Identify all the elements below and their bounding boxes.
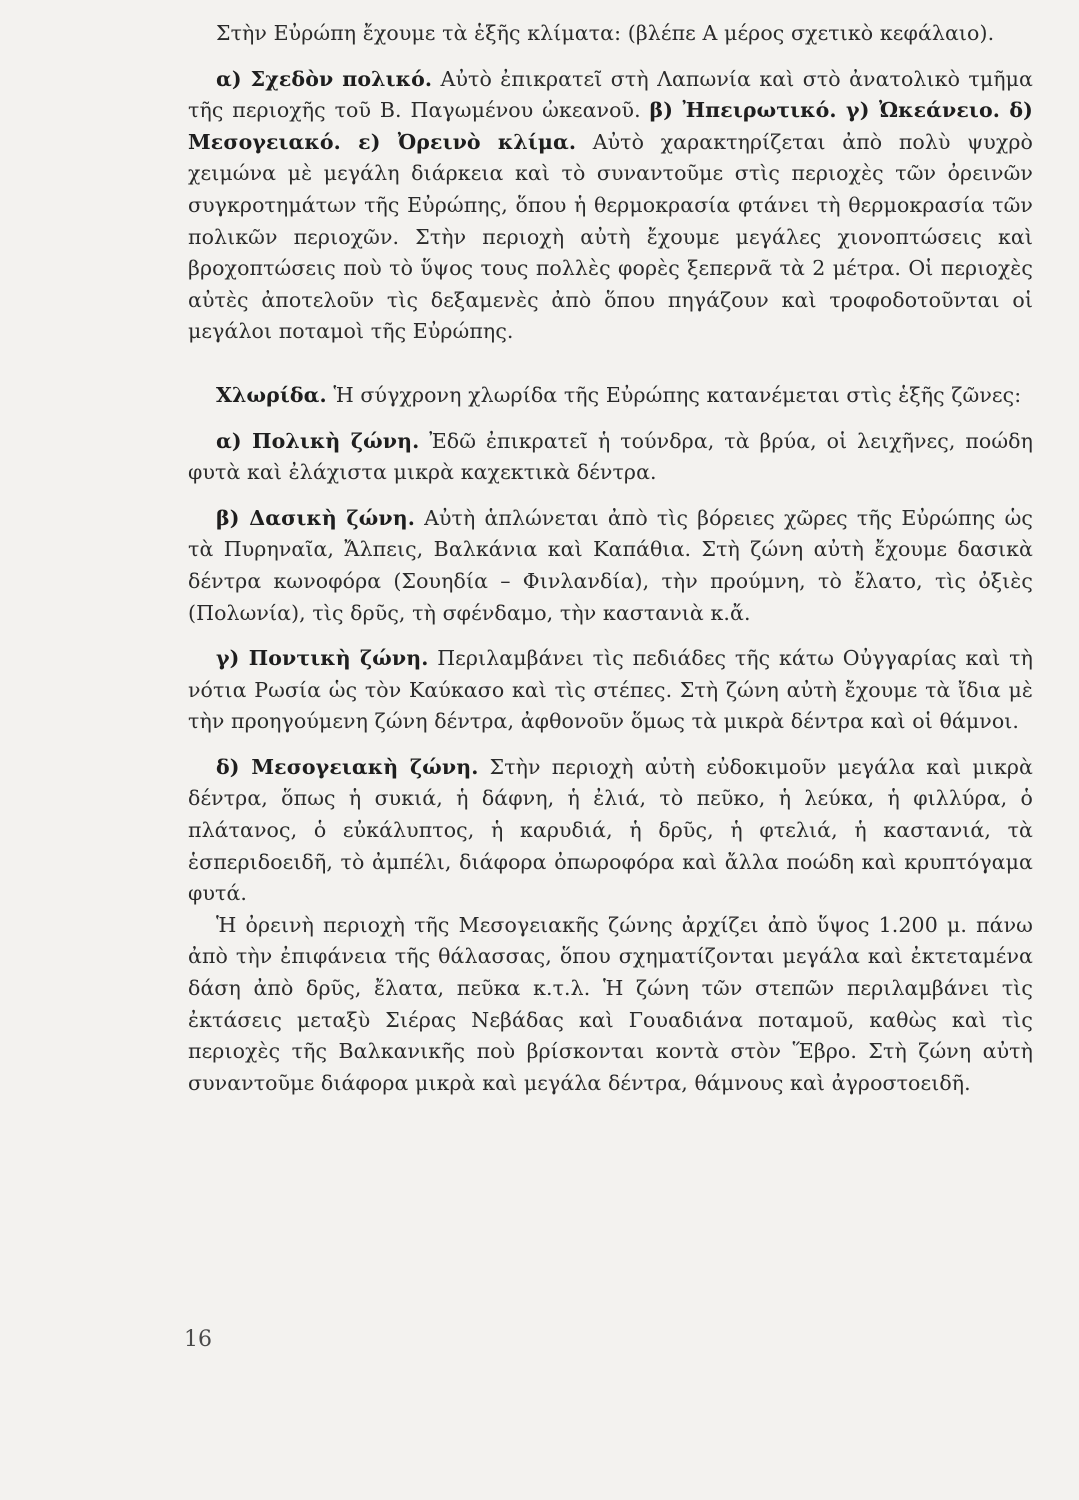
- body-text: [188, 18, 1033, 1099]
- climate-b-label: β) Ἠπειρωτικό. γ) Ὠκεάνειο. δ) Μεσογειακό. ε) Ὀρεινὸ κλίμα.: [188, 98, 1033, 154]
- zone-label: δ) Μεσογειακὴ ζώνη.: [216, 754, 479, 779]
- closing-text: Ἡ ὀρεινὴ περιοχὴ τῆς Μεσογειακῆς ζώνης ἀρχίζει ἀπὸ ὕψος 1.200 μ. πάνω ἀπὸ τὴν ἐπιφάνεια τῆς θάλασσας, ὅπου σχηματίζονται μεγάλα καὶ ἐκτεταμένα δάση ἀπὸ δρῦς, ἔλατα, πεῦκα κ.τ.λ. Ἡ ζώνη τῶν στεπῶν περιλαμβάνει τὶς ἐκτάσεις μεταξὺ Σιέρας Νεβάδας καὶ Γουαδιάνα ποταμοῦ, καθὼς καὶ τὶς περιοχὲς τῆς Βαλκανικῆς ποὺ βρίσκονται κοντὰ στὸν Ἕβρο. Στὴ ζώνη αὐτὴ συναντοῦμε διάφορα μικρὰ καὶ μεγάλα δέντρα, θάμνους καὶ ἀγροστοειδῆ.: [188, 912, 1033, 1095]
- zone-text: Στὴν περιοχὴ αὐτὴ εὐδοκιμοῦν μεγάλα καὶ μικρὰ δέντρα, ὅπως ἡ συκιά, ἡ δάφνη, ἡ ἐλιά, τὸ πεῦκο, ἡ λεύκα, ἡ φιλλύρα, ὁ πλάτανος, ὁ εὐκάλυπτος, ἡ καρυδιά, ἡ δρῦς, ἡ φτελιά, ἡ καστανιά, τὰ ἑσπεριδοειδῆ, τὸ ἀμπέλι, διάφορα ὀπωροφόρα καὶ ἄλλα ποώδη καὶ κρυπτόγαμα φυτά.: [188, 754, 1033, 906]
- zone-mediterranean-paragraph: [188, 752, 1033, 910]
- zone-label: α) Πολικὴ ζώνη.: [216, 428, 420, 453]
- climate-a-text: Αὐτὸ ἐπικρατεῖ στὴ Λαπωνία καὶ στὸ ἀνατολικὸ τμῆμα τῆς περιοχῆς τοῦ Β. Παγωμένου ὠκεανοῦ.: [188, 66, 1034, 123]
- zone-forest-paragraph: [188, 503, 1033, 629]
- intro-paragraph: [188, 18, 1033, 50]
- zone-pontic-paragraph: [188, 643, 1033, 738]
- flora-paragraph: [188, 380, 1033, 412]
- climate-a-label: α) Σχεδὸν πολικό.: [216, 66, 433, 91]
- zone-text: Ἐδῶ ἐπικρατεῖ ἡ τούνδρα, τὰ βρύα, οἱ λειχῆνες, ποώδη φυτὰ καὶ ἐλάχιστα μικρὰ καχεκτικὰ δέντρα.: [188, 428, 1034, 485]
- zone-label: γ) Ποντικὴ ζώνη.: [216, 646, 429, 671]
- zone-text: Περιλαμβάνει τὶς πεδιάδες τῆς κάτω Οὐγγαρίας καὶ τὴ νότια Ρωσία ὡς τὸν Καύκασο καὶ τὶς στέπες. Στὴ ζώνη αὐτὴ ἔχουμε τὰ ἴδια μὲ τὴν προηγούμενη ζώνη δέντρα, ἀφθονοῦν ὅμως τὰ μικρὰ δέντρα καὶ οἱ θάμνοι.: [188, 646, 1033, 734]
- climates-paragraph: [188, 64, 1033, 348]
- zone-polar-paragraph: [188, 426, 1033, 489]
- page-number: 16: [184, 1327, 212, 1352]
- closing-paragraph: [188, 910, 1033, 1100]
- zone-label: β) Δασικὴ ζώνη.: [216, 505, 415, 530]
- flora-text: Ἡ σύγχρονη χλωρίδα τῆς Εὐρώπης κατανέμεται στὶς ἑξῆς ζῶνες:: [326, 382, 1022, 407]
- climate-b-text: Αὐτὸ χαρακτηρίζεται ἀπὸ πολὺ ψυχρὸ χειμώνα μὲ μεγάλη διάρκεια καὶ τὸ συναντοῦμε στὶς περιοχὲς τῶν ὀρεινῶν συγκροτημάτων τῆς Εὐρώπης, ὅπου ἡ θερμοκρασία φτάνει τὴ θερμοκρασία τῶν πολικῶν περιοχῶν. Στὴν περιοχὴ αὐτὴ ἔχουμε μεγάλες χιονοπτώσεις καὶ βροχοπτώσεις ποὺ τὸ ὕψος τους πολλὲς φορὲς ξεπερνᾶ τὰ 2 μέτρα. Οἱ περιοχὲς αὐτὲς ἀποτελοῦν τὶς δεξαμενὲς ἀπὸ ὅπου πηγάζουν καὶ τροφοδοτοῦνται οἱ μεγάλοι ποταμοὶ τῆς Εὐρώπης.: [188, 129, 1033, 344]
- intro-text: Στὴν Εὐρώπη ἔχουμε τὰ ἑξῆς κλίματα: (βλέπε Α μέρος σχετικὸ κεφάλαιο).: [216, 21, 995, 45]
- flora-label: Χλωρίδα.: [216, 382, 327, 407]
- zone-text: Αὐτὴ ἁπλώνεται ἀπὸ τὶς βόρειες χῶρες τῆς Εὐρώπης ὡς τὰ Πυρηναῖα, Ἄλπεις, Βαλκάνια καὶ Καπάθια. Στὴ ζώνη αὐτὴ ἔχουμε δασικὰ δέντρα κωνοφόρα (Σουηδία – Φινλανδία), τὴν προύμνη, τὸ ἔλατο, τὶς ὀξιὲς (Πολωνία), τὶς δρῦς, τὴ σφένδαμο, τὴν καστανιὰ κ.ἄ.: [188, 505, 1033, 625]
